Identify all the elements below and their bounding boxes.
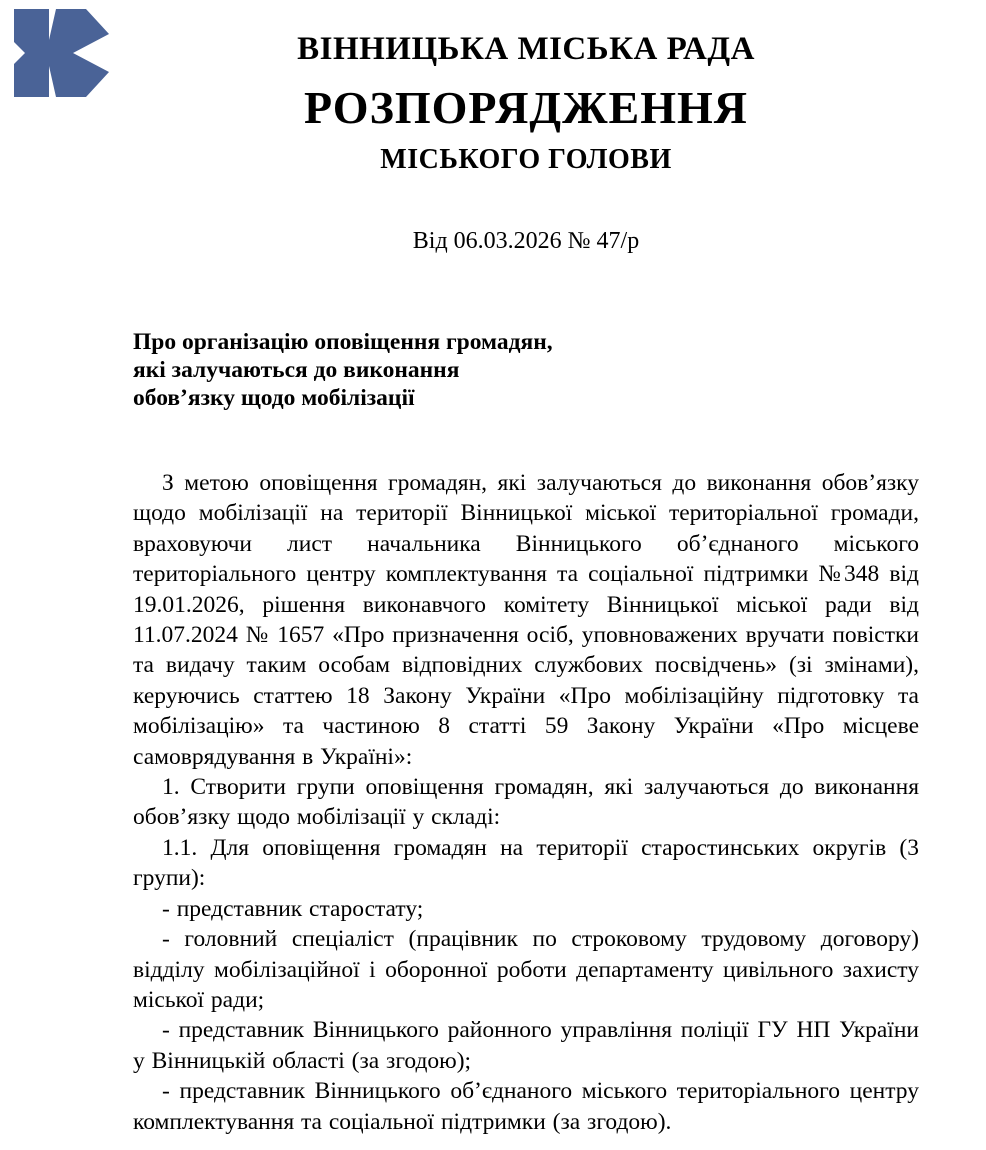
- subject-block: [133, 328, 919, 412]
- subject-line-3: обов’язку щодо мобілізації: [133, 385, 415, 411]
- subject-line-1: Про організацію оповіщення громадян,: [133, 329, 553, 355]
- subject-line-2: які залучаються до виконання: [133, 357, 460, 383]
- list-item-specialist: - головний спеціаліст (працівник по строковому трудовому договору) відділу мобілізаційної і оборонної роботи департаменту цивільного захисту міської ради;: [133, 926, 919, 1013]
- paragraph-preamble: З метою оповіщення громадян, які залучаються до виконання обов’язку щодо мобілізації на території Вінницької міської територіальної громади, враховуючи лист начальника Вінницького об’єднаного міського територіального центру комплектування та соціальної підтримки №348 від 19.01.2026, рішення виконавчого комітету Вінницької міської ради від 11.07.2024 № 1657 «Про призначення осіб, уповноважених вручати повістки та видачу таким особам відповідних службових посвідчень» (зі змінами), керуючись статтею 18 Закону України «Про мобілізаційну підготовку та мобілізацію» та частиною 8 статті 59 Закону України «Про місцеве самоврядування в Україні»:: [133, 470, 919, 770]
- paragraph-point-1: 1. Створити групи оповіщення громадян, які залучаються до виконання обов’язку щодо мобілізації у складі:: [133, 774, 919, 831]
- document-type-title: РОЗПОРЯДЖЕННЯ: [303, 82, 749, 133]
- paragraph-point-1-1: 1.1. Для оповіщення громадян на території старостинських округів (3 групи):: [133, 834, 919, 892]
- body-text: [133, 468, 919, 1137]
- list-item-starosta: - представник старостату;: [162, 895, 424, 922]
- k-logo-svg: [14, 9, 109, 97]
- list-item-recruit-center: - представник Вінницького об’єднаного міського територіального центру комплектування та соціальної підтримки (за згодою).: [133, 1078, 919, 1135]
- document-subtype: МІСЬКОГО ГОЛОВИ: [380, 144, 672, 175]
- list-item-police: - представник Вінницького районного управління поліції ГУ НП України у Вінницькій області (за згодою);: [133, 1017, 919, 1074]
- organization-name: ВІННИЦЬКА МІСЬКА РАДА: [297, 31, 755, 67]
- document-content: [133, 0, 919, 1137]
- date-number-line: Від 06.03.2026 № 47/р: [412, 228, 640, 254]
- vinnytsia-k-logo-icon: [14, 9, 109, 97]
